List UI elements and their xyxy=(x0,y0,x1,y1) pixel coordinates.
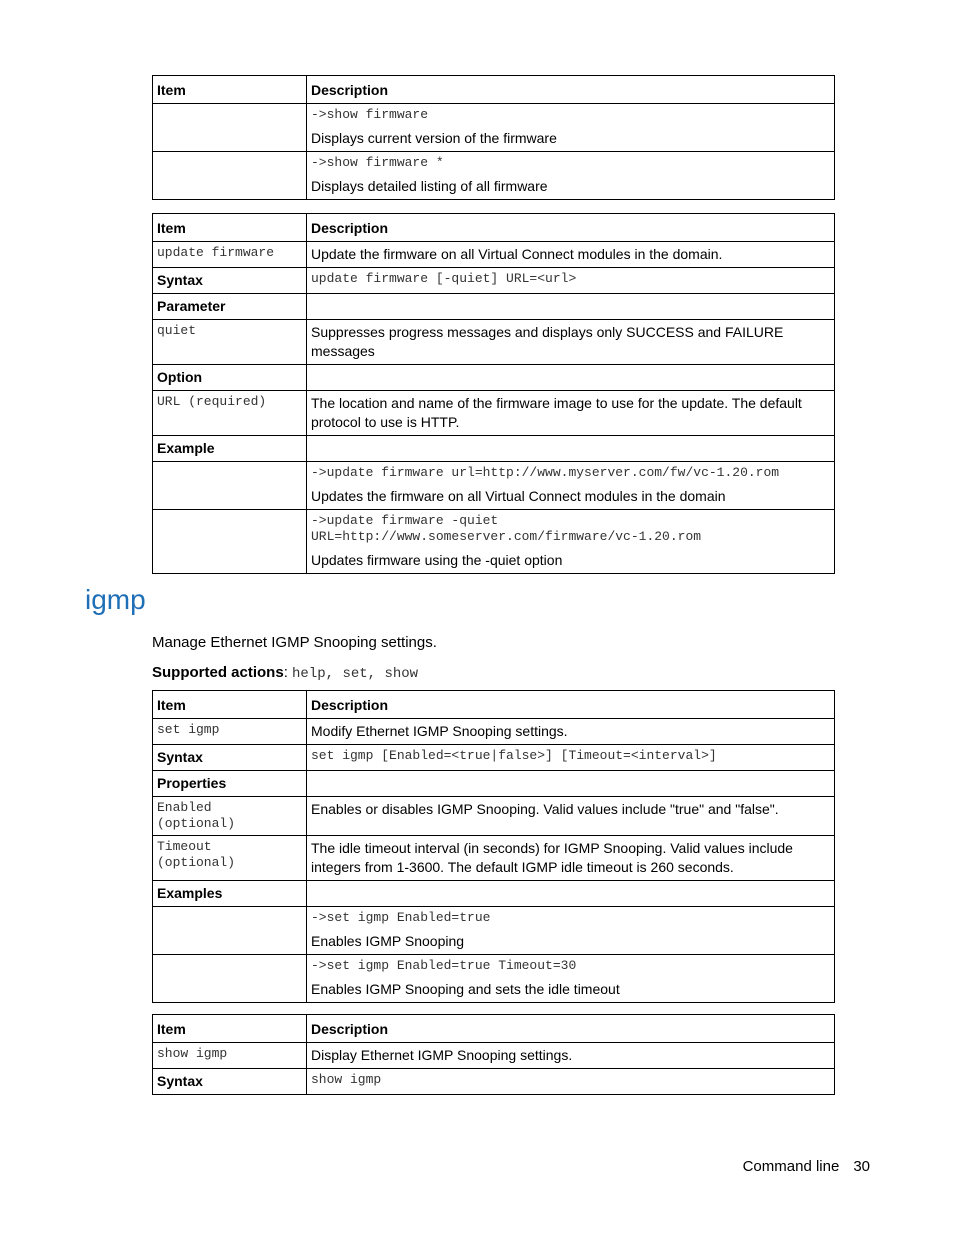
section-intro: Manage Ethernet IGMP Snooping settings. xyxy=(152,634,437,651)
table-header-row xyxy=(153,76,835,104)
empty-cell xyxy=(307,294,835,320)
option-label: Option xyxy=(153,365,307,391)
table-row xyxy=(153,1069,835,1095)
example-text: Updates the firmware on all Virtual Connect modules in the domain xyxy=(311,488,726,504)
examples-label: Examples xyxy=(153,881,307,907)
syntax-label: Syntax xyxy=(153,745,307,771)
table-row xyxy=(153,268,835,294)
option-name: URL (required) xyxy=(153,391,307,436)
update-firmware-table xyxy=(152,213,835,574)
page-number: 30 xyxy=(853,1158,870,1175)
table-row xyxy=(153,881,835,907)
example-text: Enables IGMP Snooping and sets the idle timeout xyxy=(311,981,620,997)
example-code: ->update firmware url=http://www.myserver.com/fw/vc-1.20.rom xyxy=(311,465,780,480)
table-row xyxy=(153,294,835,320)
syntax-value: show igmp xyxy=(307,1069,835,1095)
syntax-value: set igmp [Enabled=<true|false>] [Timeout=<interval>] xyxy=(307,745,835,771)
table-row xyxy=(153,152,835,200)
table-row xyxy=(153,320,835,365)
page-footer xyxy=(743,1158,870,1175)
example-code: ->show firmware xyxy=(311,107,429,122)
example-code: ->set igmp Enabled=true Timeout=30 xyxy=(311,958,577,973)
table-row xyxy=(153,836,835,881)
empty-cell xyxy=(307,771,835,797)
item-cell xyxy=(153,955,307,1003)
property-name: Timeout (optional) xyxy=(153,836,307,881)
example-cell xyxy=(307,104,835,152)
command-name: show igmp xyxy=(153,1043,307,1069)
section-title: igmp xyxy=(85,584,146,615)
example-cell xyxy=(307,907,835,955)
table-row xyxy=(153,955,835,1003)
example-text: Displays detailed listing of all firmware xyxy=(311,178,548,194)
table-row xyxy=(153,797,835,836)
item-header: Item xyxy=(153,1015,307,1043)
table-row xyxy=(153,907,835,955)
description-header: Description xyxy=(307,76,835,104)
item-header: Item xyxy=(153,214,307,242)
parameter-label: Parameter xyxy=(153,294,307,320)
empty-cell xyxy=(307,365,835,391)
description-header: Description xyxy=(307,214,835,242)
table-row xyxy=(153,745,835,771)
command-name: set igmp xyxy=(153,719,307,745)
supported-actions-label: Supported actions xyxy=(152,664,284,681)
supported-actions-value: help, set, show xyxy=(292,666,419,682)
show-firmware-examples-table xyxy=(152,75,835,200)
example-text: Displays current version of the firmware xyxy=(311,130,557,146)
command-description: Update the firmware on all Virtual Connect modules in the domain. xyxy=(307,242,835,268)
option-description: The location and name of the firmware image to use for the update. The default protocol to use is HTTP. xyxy=(307,391,835,436)
properties-label: Properties xyxy=(153,771,307,797)
item-cell xyxy=(153,152,307,200)
example-code: ->show firmware * xyxy=(311,155,444,170)
property-description: The idle timeout interval (in seconds) for IGMP Snooping. Valid values include integers from 1-3600. The default IGMP idle timeout is 260 seconds. xyxy=(307,836,835,881)
item-cell xyxy=(153,104,307,152)
table-row xyxy=(153,436,835,462)
table-header-row xyxy=(153,1015,835,1043)
item-cell xyxy=(153,462,307,510)
empty-cell xyxy=(307,436,835,462)
description-header: Description xyxy=(307,1015,835,1043)
table-row xyxy=(153,462,835,510)
property-description: Enables or disables IGMP Snooping. Valid values include "true" and "false". xyxy=(307,797,835,836)
example-code: ->update firmware -quiet URL=http://www.someserver.com/firmware/vc-1.20.rom xyxy=(311,513,702,544)
example-label: Example xyxy=(153,436,307,462)
description-header: Description xyxy=(307,691,835,719)
command-name: update firmware xyxy=(153,242,307,268)
table-row xyxy=(153,104,835,152)
item-header: Item xyxy=(153,691,307,719)
item-cell xyxy=(153,510,307,574)
table-row xyxy=(153,365,835,391)
syntax-label: Syntax xyxy=(153,268,307,294)
example-text: Enables IGMP Snooping xyxy=(311,933,465,949)
table-row xyxy=(153,510,835,574)
parameter-description: Suppresses progress messages and displays only SUCCESS and FAILURE messages xyxy=(307,320,835,365)
example-cell xyxy=(307,955,835,1003)
show-igmp-table xyxy=(152,1014,835,1095)
example-cell xyxy=(307,462,835,510)
example-code: ->set igmp Enabled=true xyxy=(311,910,491,925)
example-text: Updates firmware using the -quiet option xyxy=(311,552,563,568)
command-description: Modify Ethernet IGMP Snooping settings. xyxy=(307,719,835,745)
set-igmp-table xyxy=(152,690,835,1003)
supported-actions: Supported actions: help, set, show xyxy=(152,664,419,682)
example-cell xyxy=(307,152,835,200)
table-row xyxy=(153,719,835,745)
table-header-row xyxy=(153,214,835,242)
syntax-label: Syntax xyxy=(153,1069,307,1095)
command-description: Display Ethernet IGMP Snooping settings. xyxy=(307,1043,835,1069)
table-row xyxy=(153,771,835,797)
table-row xyxy=(153,1043,835,1069)
table-header-row xyxy=(153,691,835,719)
example-cell xyxy=(307,510,835,574)
syntax-value: update firmware [-quiet] URL=<url> xyxy=(307,268,835,294)
table-row xyxy=(153,242,835,268)
property-name: Enabled (optional) xyxy=(153,797,307,836)
empty-cell xyxy=(307,881,835,907)
item-header: Item xyxy=(153,76,307,104)
item-cell xyxy=(153,907,307,955)
table-row xyxy=(153,391,835,436)
parameter-name: quiet xyxy=(153,320,307,365)
footer-section: Command line xyxy=(742,1158,840,1175)
